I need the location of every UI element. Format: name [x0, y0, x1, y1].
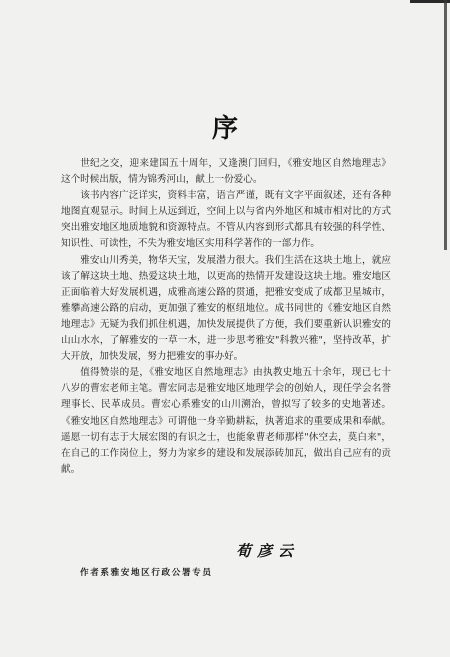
paragraph-1: 世纪之交，迎来建国五十周年，又逢澳门回归，《雅安地区自然地理志》这个时候出版，情为锦秀河山，献上一份爱心。 [61, 158, 391, 186]
author-signature: 荀彦云 [236, 542, 300, 560]
author-footnote: 作者系雅安地区行政公署专员 [80, 568, 213, 578]
preface-heading: 序 [211, 114, 238, 144]
preface-body [61, 156, 391, 478]
paragraph-3: 雅安山川秀美，物华天宝，发展潜力很大。我们生活在这块土地上，就应该了解这块土地、热爱这块土地，以更高的热情开发建设这块土地。雅安地区正面临着大好发展机遇，成雅高速公路的贯通，把雅安变成了成都卫星城市，雅攀高速公路的启动，更加强了雅安的枢纽地位。成书同世的《雅安地区自然地理志》无疑为我们抓住机遇，加快发展提供了方便，我们要重新认识雅安的山山水水，了解雅安的一草一木，进一步思考雅安"科教兴雅"，坚持改革，扩大开放，加快发展，努力把雅安的事办好。 [61, 254, 391, 363]
paragraph-4: 值得赞崇的是，《雅安地区自然地理志》由执教史地五十余年，现已七十八岁的曹宏老师主笔。曹宏同志是雅安地区地理学会的创始人，现任学会名誉理事长、民革成员。曹宏心系雅安的山川溯治，曾拟写了较多的史地著述。《雅安地区自然地理志》可谓他一身辛勤耕耘，执著追求的重要成果和奉献。遥愿一切有志于大展宏图的有识之士，也能象曹老师那样"休空去，莫白来"，在自己的工作岗位上，努力为家乡的建设和发展添砖加瓦，做出自己应有的贡献。 [61, 367, 391, 475]
paragraph-2: 该书内容广泛详实，资料丰富，语言严谨，既有文字平面叙述，还有各种地图直观显示。时间上从远到近，空间上以与省内外地区和城市相对比的方式突出雅安地区地质地貌和资源特点。不管从内容到形式都具有较强的科学性、知识性、可读性，不失为雅安地区实用科学著作的一部力作。 [61, 190, 391, 250]
